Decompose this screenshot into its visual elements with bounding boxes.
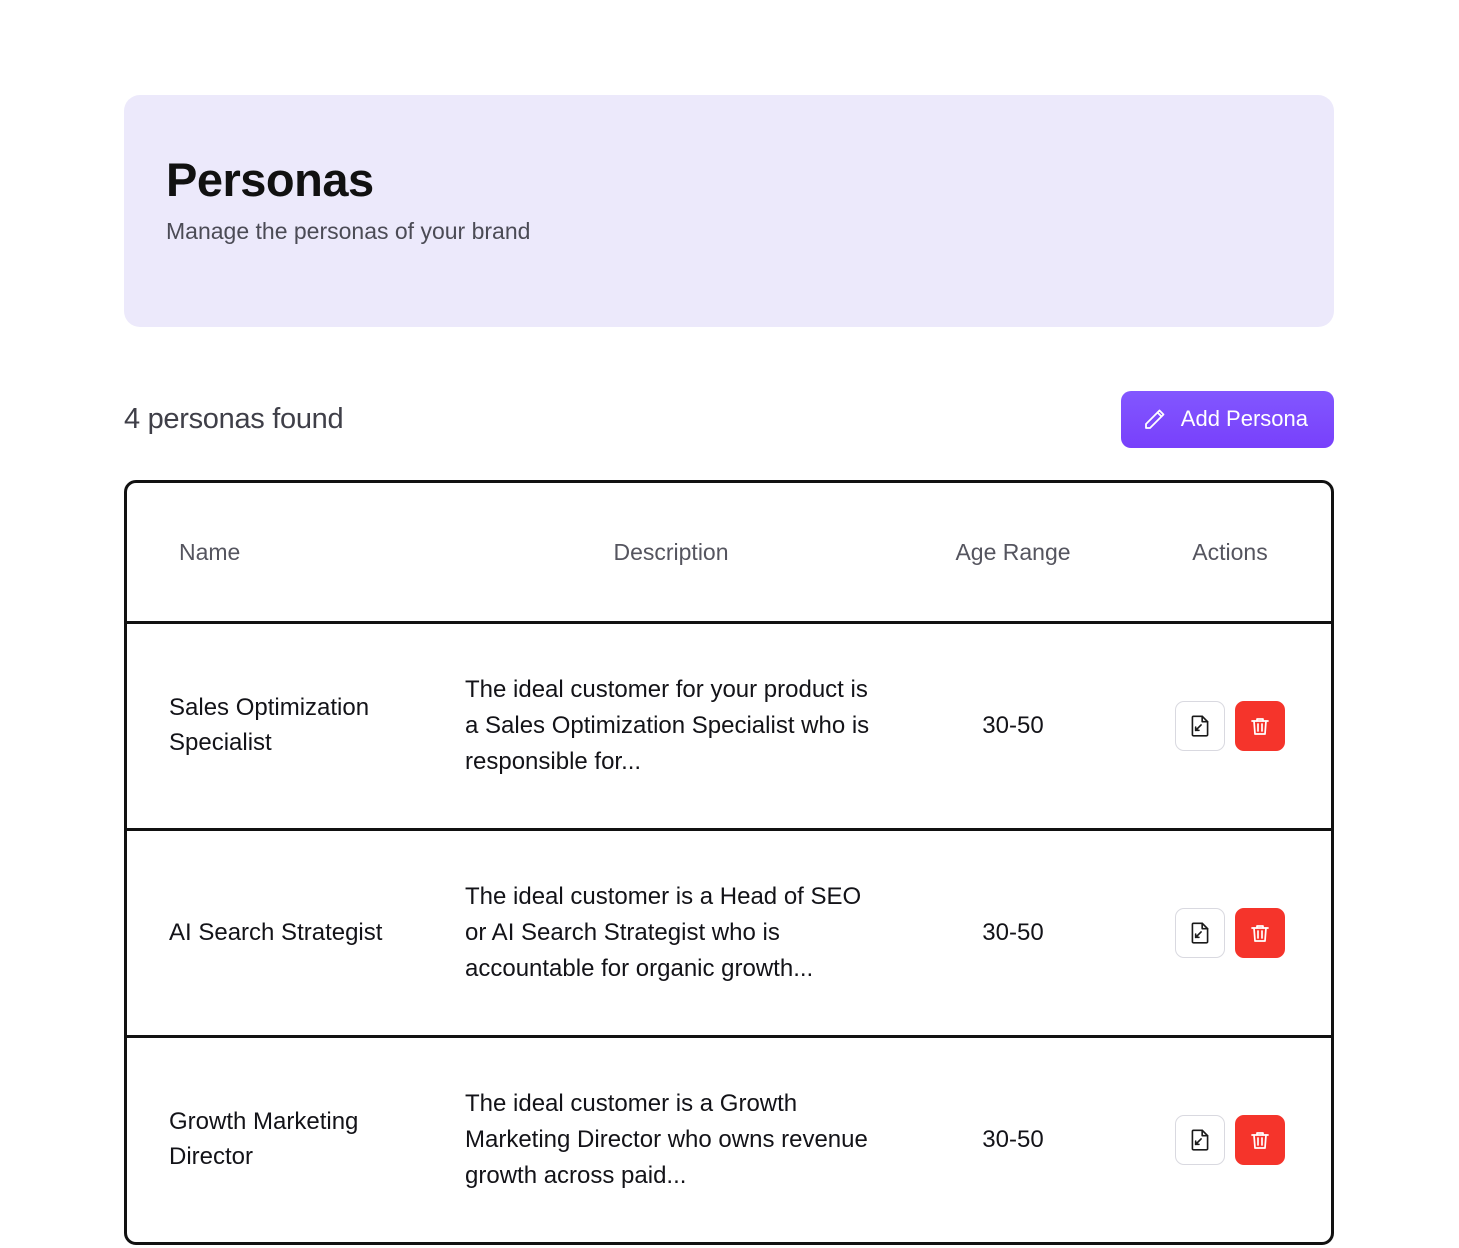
page-title: Personas — [166, 153, 374, 206]
page-header-banner — [124, 95, 1334, 327]
column-header-name: Name — [179, 538, 241, 565]
persona-description: The ideal customer is a Growth Marketing Director who owns revenue growth across paid... — [465, 1090, 868, 1189]
row-actions — [1175, 1115, 1285, 1165]
persona-description: The ideal customer for your product is a Sales Optimization Specialist who is responsible for... — [465, 676, 870, 775]
trash-icon[interactable] — [1235, 701, 1285, 751]
column-header-age-range: Age Range — [955, 538, 1071, 565]
table-header-row — [127, 483, 1331, 624]
persona-name: Growth Marketing Director — [169, 1108, 359, 1170]
personas-table — [124, 480, 1334, 1245]
persona-age-range: 30-50 — [982, 1126, 1044, 1153]
trash-icon[interactable] — [1235, 908, 1285, 958]
row-actions — [1175, 908, 1285, 958]
row-actions — [1175, 701, 1285, 751]
add-persona-label: Add Persona — [1180, 406, 1308, 431]
column-header-description: Description — [613, 538, 729, 565]
persona-age-range: 30-50 — [982, 919, 1044, 946]
column-header-actions: Actions — [1192, 538, 1268, 565]
persona-name: Sales Optimization Specialist — [169, 694, 370, 756]
persona-count-label: 4 personas found — [124, 402, 344, 435]
table-row[interactable] — [127, 831, 1331, 1038]
table-row[interactable] — [127, 624, 1331, 831]
page-subtitle: Manage the personas of your brand — [166, 218, 531, 245]
add-persona-button[interactable] — [1121, 391, 1334, 448]
toolbar — [124, 390, 1334, 448]
edit-document-icon[interactable] — [1175, 908, 1225, 958]
persona-age-range: 30-50 — [982, 712, 1044, 739]
persona-name: AI Search Strategist — [169, 918, 383, 946]
pencil-icon — [1143, 407, 1167, 431]
persona-description: The ideal customer is a Head of SEO or AI Search Strategist who is accountable for organic growth... — [465, 883, 862, 982]
table-row[interactable] — [127, 1038, 1331, 1242]
trash-icon[interactable] — [1235, 1115, 1285, 1165]
edit-document-icon[interactable] — [1175, 701, 1225, 751]
edit-document-icon[interactable] — [1175, 1115, 1225, 1165]
